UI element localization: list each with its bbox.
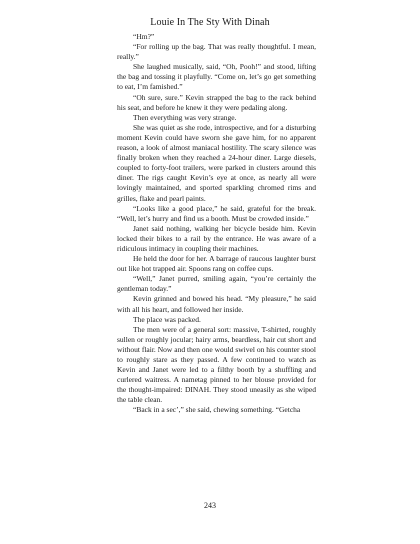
- paragraph: She was quiet as she rode, introspective, and for a disturbing moment Kevin could have sworn she gave him, for no apparent reason, a look of almost maniacal hostility. The scary silence was finally broken when they reached a 24-hour diner. Large diesels, coupled to forty-foot trailers, were parked in clusters around this diner. The rigs caught Kevin’s eye at once, as nearly all were lovingly maintained, and sported sparkling chromed rims and grilles, flake and pearl paints.: [117, 122, 316, 203]
- paragraph: “Looks like a good place,” he said, grateful for the break. “Well, let’s hurry and find us a booth. Must be crowded inside.”: [117, 203, 316, 223]
- paragraph: Kevin grinned and bowed his head. “My pleasure,” he said with all his heart, and followed her inside.: [117, 294, 316, 314]
- body-text: [117, 32, 316, 416]
- paragraph: Janet said nothing, walking her bicycle beside him. Kevin locked their bikes to a rail by the entrance. He was aware of a ridiculous intimacy in coupling their machines.: [117, 223, 316, 253]
- paragraph: “For rolling up the bag. That was really thoughtful. I mean, really.”: [117, 42, 316, 62]
- paragraph: The men were of a general sort: massive, T-shirted, roughly sullen or roughly jocular; hairy arms, beardless, hair cut short and without flair. Now and then one would swivel on his counter stool to roughly stare as they passed. A few continued to watch as Kevin and Janet were led to a filthy booth by a shuffling and curlered waitress. A nametag pinned to her blouse provided for the thought-impaired: DINAH. They stood uneasily as she wiped the table clean.: [117, 324, 316, 405]
- paragraph: “Well,” Janet purred, smiling again, “you’re certainly the gentleman today.”: [117, 274, 316, 294]
- paragraph: He held the door for her. A barrage of raucous laughter burst out like hot trapped air. Spoons rang on coffee cups.: [117, 254, 316, 274]
- paragraph: The place was packed.: [133, 314, 201, 324]
- paragraph: She laughed musically, said, “Oh, Pooh!” and stood, lifting the bag and tossing it playfully. “Come on, let’s go get something to eat, I’m famished.”: [117, 62, 316, 92]
- paragraph: Then everything was very strange.: [133, 112, 237, 122]
- paragraph: “Hm?”: [133, 32, 155, 41]
- paragraph: “Back in a sec’,” she said, chewing something. “Getcha: [133, 405, 301, 415]
- paragraph: “Oh sure, sure.” Kevin strapped the bag to the rack behind his seat, and before he knew it they were pedaling along.: [117, 92, 316, 112]
- page-number: 243: [204, 501, 216, 510]
- running-header-title: Louie In The Sty With Dinah: [150, 17, 270, 28]
